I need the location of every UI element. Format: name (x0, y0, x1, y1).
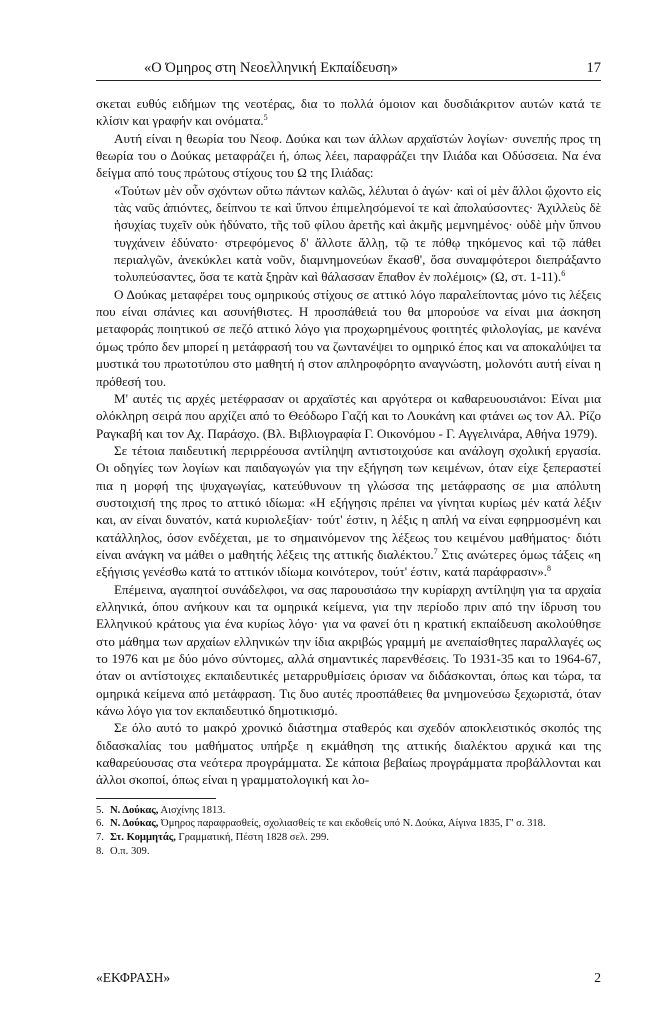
footnote-5: 5. Ν. Δούκας, Αισχίνης 1813. (96, 804, 226, 816)
footnote-7: 7. Στ. Κομμητάς, Γραμματική, Πέστη 1828 σελ. 299. (96, 831, 329, 843)
footnote-ref-6[interactable]: 6 (561, 269, 566, 279)
page-number: 17 (586, 60, 601, 76)
issue-number: 2 (594, 970, 601, 985)
paragraph-6: Επέμεινα, αγαπητοί συνάδελφοι, να σας παρουσιάσω την κυρίαρχη αντίληψη για τα αρχαία ελληνικά, όπου ανήκουν και τα ομηρικά κείμενα, για την περίοδο πριν από την ίδρυση του Ελληνικού κράτους για ένα κυρίως λόγο· για να φανεί ότι η κρατική εκπαίδευση ακολούθησε στο μάθημα των αρχαίων ελληνικών την ίδια ακριβώς γραμμή με ανεπαίσθητες παραλλαγές ως το 1976 και με δύο μόνο σύντομες, αλλά σημαντικές παρενθέσεις. Το 1931-35 και το 1964-67, όταν οι αντίστοιχες εκπαιδευτικές μεταρρυθμίσεις όρισαν να διδάσκονται, όπως και τώρα, τα ομηρικά κείμενα από μετάφραση. Τις δυο αυτές προσπάθειες θα μνημονεύσω ξεχωριστά, όταν κάνω λόγο για τον εκπαιδευτικό δημοτικισμό. (96, 581, 601, 719)
footnote-ref-8[interactable]: 8 (547, 564, 552, 574)
block-quote: «Τούτων μὲν οὖν σχόντων οὕτω πάντων καλῶς, λέλυται ὁ ἀγών· καὶ οἱ μὲν ἄλλοι ᾤχοντο εἰς τὰς ναῦς ἀπιόντες, δείπνου τε καὶ ὕπνου ἐπιμελησόμενοί τε καὶ ἀπολαύσοντες· Ἀχιλλεὺς δὲ ἡσυχίας τυχεῖν οὐκ ἠδύνατο, τῆς τοῦ φίλου ἀρετῆς καὶ ἀκμῆς μεμνημένος· οὐδὲ μὴν ὕπνου τυγχάνειν ἐδύνατο· στρεφόμενος δ' ἄλλοτε ἄλλῃ, τῷ τε πόθῳ τηκόμενος καὶ τῷ πάθει περιαλγῶν, ἀνεκύκλει κατὰ νοῦν, διαμνημονεύων ἕκασθ', ὅσα συναμφότεροι διεπράξαντο τολυπεύσαντες, ὅσα τε κατὰ ξηρὰν καὶ θάλασσαν ἔπαθον ἐν πολέμοις» (Ω, στ. 1-11).$^6$ (114, 182, 601, 285)
paragraph-2: Αυτή είναι η θεωρία του Νεοφ. Δούκα και των άλλων αρχαϊστών λογίων· συνεπής προς τη θεωρία του ο Δούκας μεταφράζει ή, όπως λέει, παραφράζει την Ιλιάδα και Οδύσσεια. Να ένα δείγμα από τους πρώτους στίχους του Ω της Ιλιάδας: (96, 130, 601, 181)
paragraph-4: Μ' αυτές τις αρχές μετέφρασαν οι αρχαϊστές και αργότερα οι καθαρευουσιάνοι: Είναι μια ολόκληρη σειρά που αρχίζει από το Θεόδωρο Γαζή και το Λουκάνη και φτάνει ως τον Αλ. Ρίζο Ραγκαβή και τον Αχ. Παράσχο. (Βλ. Βιβλιογραφία Γ. Οικονόμου - Γ. Αγγελινάρα, Αθήνα 1979). (96, 390, 601, 441)
footnote-ref-5[interactable]: 5 (263, 113, 268, 123)
paragraph-3: Ο Δούκας μεταφέρει τους ομηρικούς στίχους σε αττικό λόγο παραλείποντας μόνο τις λέξεις που είναι σπάνιες και ασυνήθιστες. Η προσπάθειά του θα μπορούσε να είναι μια άσκηση μεταφοράς ποιητικού σε πεζό αττικό λόγο για προχωρημένους φοιτητές φιλολογίας, με κανένα όμως τρόπο δεν μπορεί η μετάφρασή του να ζωντανέψει το ομηρικό έπος και να αποκαλύψει τα μυστικά του πρωτοτύπου στο μαθητή ή στον απληροφόρητο αναγνώστη, μολονότι αυτή είναι η πρόθεσή του. (96, 286, 601, 389)
page (96, 60, 601, 858)
footnote-ref-7[interactable]: 7 (433, 546, 438, 556)
footnote-8: 8. Ο.π. 309. (96, 845, 150, 857)
footnote-6: 6. Ν. Δούκας, Όμηρος παραφρασθείς, σχολιασθείς τε και εκδοθείς υπό Ν. Δούκα, Αίγινα 1835, Γ' σ. 318. (96, 818, 546, 830)
footnotes (96, 804, 601, 858)
journal-name: «ΕΚΦΡΑΣΗ» (96, 970, 171, 985)
paragraph-7: Σε όλο αυτό το μακρό χρονικό διάστημα σταθερός και σχεδόν αποκλειστικός σκοπός της διδασκαλίας του μαθήματος υπήρξε η εκμάθηση της αττικής διαλέκτου αρχικά και της καθαρεύουσας στα νεότερα προγράμματα. Σε κάποια βεβαίως προγράμματα προβάλλονται και άλλοι σκοποί, όπως είναι η γραμματολογική και λο- (96, 720, 601, 788)
footnote-divider (96, 798, 216, 799)
running-header (96, 60, 601, 81)
body-text (96, 95, 601, 789)
paragraph-5: Σε τέτοια παιδευτική περιρρέουσα αντίληψη αντιστοιχούσε και ανάλογη σχολική εργασία. Οι οδηγίες των λογίων και παιδαγωγών για την εξήγηση των κειμένων, όταν είχε ξεπεραστεί πια η μορφή της ψυχαγωγίας, κατεύθυνουν τη γλώσσα της μετάφρασης σε μια απόλυτη συστοιχισή της προς το αττικό ιδίωμα: «Η εξήγησις πρέπει να γίνηται κυρίως μέν κατά λέξιν και, αν είναι δυνατόν, κατά κυριολεξίαν· τούτ' έστιν, η λέξις η απλή να είναι εφηρμοσμένη και κατάλληλος, όσον ενδέχεται, με το σημαινόμενον της λέξεως του κειμένου μαθήματος· διότι είναι ανάγκη να μάθει ο μαθητής λέξεις της αττικής διαλέκτου.$^7$ Στις ανώτερες όμως τάξεις «η εξήγισις γενέσθω κατά το αττικόν ιδίωμα κοινότερον, τούτ' έστιν, κατά παράφρασιν».$^8$ (96, 442, 601, 580)
page-footer (96, 970, 601, 986)
paragraph-1: σκεται ευθύς ειδήμων της νεοτέρας, δια το πολλά όμοιον και δυσδιάκριτον αυτών κατά τε κλίσιν και γραφήν και ονόματα.$^5$ (96, 96, 601, 129)
running-title: «Ο Όμηρος στη Νεοελληνική Εκπαίδευση» (144, 60, 398, 76)
